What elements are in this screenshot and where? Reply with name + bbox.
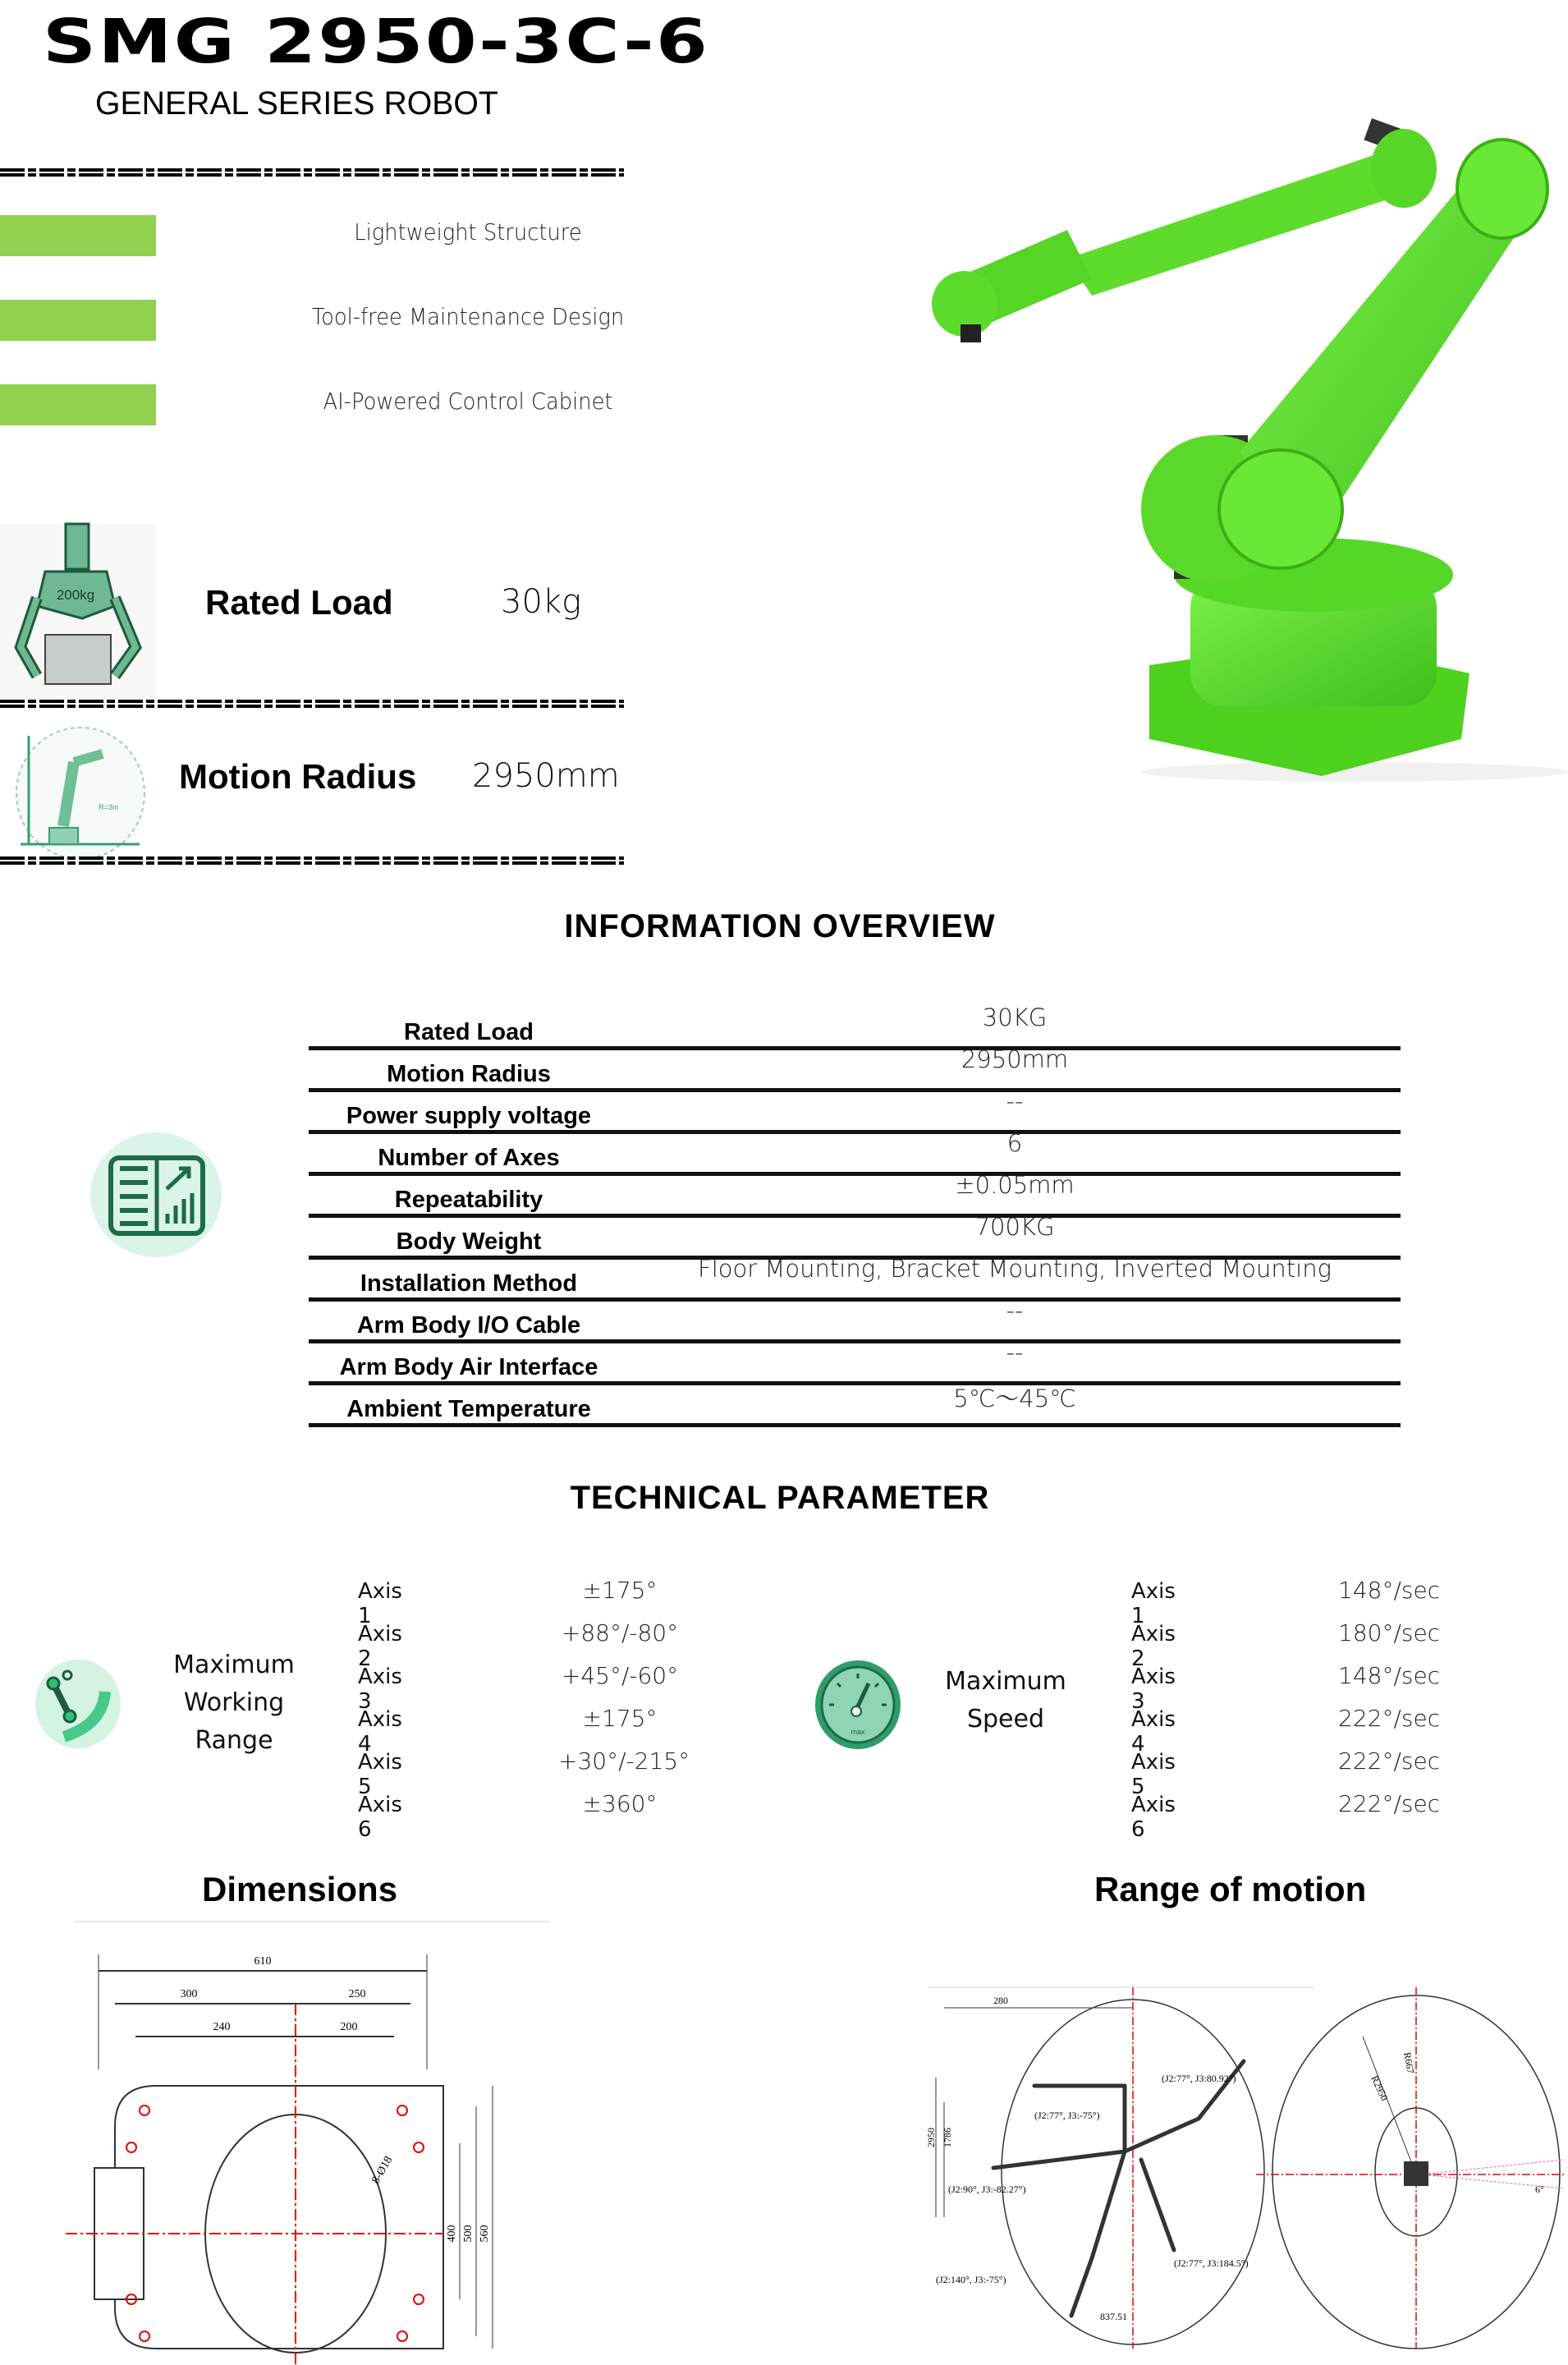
info-label: Repeatability	[394, 1187, 543, 1213]
pose-label: (J2:77°, J3:80.92°)	[1162, 2073, 1236, 2084]
pose-label: (J2:90°, J3:-82.27°)	[948, 2184, 1026, 2195]
dim-text: 250	[348, 1988, 366, 2000]
info-value: 2950mm	[961, 1045, 1069, 1073]
info-label: Motion Radius	[387, 1061, 551, 1087]
axis-range-value: ±175°	[582, 1705, 658, 1732]
info-row	[309, 1003, 1401, 1050]
dim-text: R2950	[1369, 2073, 1391, 2103]
axis-label: Axis 6	[1131, 1793, 1176, 1842]
dim-text: 6°	[1535, 2184, 1544, 2195]
reach-radius-text: R=3m	[99, 803, 119, 811]
feature-ai-cabinet: AI-Powered Control Cabinet	[323, 388, 613, 415]
info-value: 700KG	[974, 1213, 1055, 1241]
motion-radius-label: Motion Radius	[179, 757, 417, 796]
technical-parameter-heading: TECHNICAL PARAMETER	[570, 1480, 990, 1516]
info-value: 6	[1006, 1129, 1023, 1157]
info-label: Power supply voltage	[346, 1103, 592, 1129]
info-row	[309, 1380, 1401, 1427]
rated-load-value: 30kg	[501, 583, 582, 621]
info-label: Installation Method	[360, 1270, 578, 1297]
heading-line: Range	[195, 1726, 273, 1755]
axis-label: Axis 5	[1131, 1750, 1176, 1799]
info-label: Body Weight	[396, 1228, 542, 1255]
divider	[0, 856, 624, 865]
info-value: --	[1006, 1339, 1024, 1366]
robot-reach-icon	[8, 721, 152, 865]
axis-label: Axis 5	[358, 1750, 402, 1799]
axis-range-value: +30°/-215°	[558, 1747, 690, 1775]
axis-label: Axis 2	[1131, 1622, 1176, 1671]
heading-line: Maximum	[945, 1667, 1066, 1696]
max-speed-heading	[936, 1663, 1075, 1738]
robot-arm-range-icon	[33, 1659, 123, 1749]
info-row	[309, 1255, 1401, 1302]
info-row	[309, 1339, 1401, 1385]
info-row	[309, 1129, 1401, 1176]
dim-text: 300	[180, 1988, 198, 2000]
axis-label: Axis 4	[358, 1707, 402, 1757]
axis-label: Axis 3	[1131, 1665, 1176, 1714]
info-row	[309, 1213, 1401, 1260]
dim-text: 280	[993, 1995, 1008, 2006]
info-row	[309, 1045, 1401, 1092]
dim-text: 837.51	[1100, 2311, 1127, 2322]
heading-line: Speed	[966, 1705, 1045, 1734]
feature-lightweight: Lightweight Structure	[354, 218, 582, 246]
info-overview-heading: INFORMATION OVERVIEW	[564, 908, 996, 944]
axis-label: Axis 2	[358, 1622, 402, 1671]
product-series-subtitle: GENERAL SERIES ROBOT	[95, 85, 498, 122]
info-row	[309, 1087, 1401, 1134]
info-value: ±0.05mm	[955, 1171, 1075, 1199]
feature-marker	[0, 384, 156, 425]
axis-speed-value: 222°/sec	[1338, 1747, 1441, 1775]
pose-label: (J2:77°, J3:-75°)	[1034, 2110, 1100, 2121]
product-model-title: SMG 2950-3C-6	[43, 7, 710, 77]
axis-range-value: ±360°	[582, 1790, 658, 1817]
info-value: --	[1006, 1087, 1024, 1115]
info-label: Number of Axes	[378, 1145, 560, 1171]
rated-load-label: Rated Load	[205, 583, 393, 622]
info-row	[309, 1171, 1401, 1218]
gripper-weight-text: 200kg	[56, 587, 95, 603]
gauge-max-text: max	[850, 1728, 865, 1736]
info-value: --	[1006, 1297, 1024, 1325]
info-label: Ambient Temperature	[346, 1396, 591, 1422]
feature-marker	[0, 215, 156, 256]
dim-text: 200	[340, 2021, 358, 2033]
info-label: Arm Body I/O Cable	[356, 1312, 581, 1339]
dim-text: R667	[1401, 2051, 1417, 2075]
robot-arm-image	[928, 107, 1568, 788]
dim-text: 500	[462, 2225, 475, 2243]
axis-label: Axis 3	[358, 1665, 402, 1714]
dim-text: 610	[254, 1955, 272, 1968]
dim-text: 8-Ø18	[369, 2154, 396, 2186]
info-value: 5℃～45℃	[953, 1385, 1076, 1412]
heading-line: Working	[183, 1688, 285, 1717]
dim-text: 560	[479, 2225, 491, 2243]
divider	[0, 700, 624, 708]
info-label: Arm Body Air Interface	[339, 1354, 598, 1380]
axis-label: Axis 6	[358, 1793, 402, 1842]
info-value: Floor Mounting, Bracket Mounting, Inverted Mounting	[698, 1255, 1332, 1283]
report-chart-icon	[89, 1132, 224, 1259]
dim-text: 2950	[925, 2128, 937, 2147]
dim-text: 240	[213, 2021, 231, 2033]
axis-speed-value: 222°/sec	[1338, 1705, 1441, 1732]
dim-text: 1786	[942, 2128, 953, 2147]
axis-range-value: ±175°	[582, 1577, 658, 1604]
range-of-motion-drawing	[925, 1987, 1564, 2349]
dimensions-drawing	[66, 1922, 558, 2365]
feature-tool-free: Tool-free Maintenance Design	[311, 303, 625, 330]
pose-label: (J2:140°, J3:-75°)	[936, 2274, 1006, 2285]
axis-range-value: +88°/-80°	[561, 1619, 679, 1646]
gripper-load-icon	[0, 524, 156, 703]
dimensions-heading: Dimensions	[202, 1870, 398, 1908]
pose-label: (J2:77°, J3:184.5°)	[1174, 2257, 1249, 2269]
divider	[0, 168, 624, 177]
axis-speed-value: 180°/sec	[1338, 1619, 1441, 1646]
feature-marker	[0, 300, 156, 341]
axis-label: Axis 4	[1131, 1707, 1176, 1757]
working-range-heading	[156, 1646, 312, 1760]
range-of-motion-heading: Range of motion	[1094, 1870, 1367, 1908]
axis-label: Axis 1	[1131, 1579, 1176, 1628]
axis-speed-value: 222°/sec	[1338, 1790, 1441, 1817]
axis-speed-value: 148°/sec	[1338, 1662, 1441, 1689]
info-label: Rated Load	[404, 1019, 534, 1045]
axis-speed-value: 148°/sec	[1338, 1577, 1441, 1604]
axis-label: Axis 1	[358, 1579, 402, 1628]
speedometer-icon	[813, 1659, 903, 1751]
dim-text: 400	[446, 2225, 458, 2243]
motion-radius-value: 2950mm	[472, 757, 620, 795]
heading-line: Maximum	[173, 1651, 295, 1679]
axis-range-value: +45°/-60°	[561, 1662, 679, 1689]
info-row	[309, 1297, 1401, 1343]
info-value: 30KG	[982, 1003, 1048, 1031]
